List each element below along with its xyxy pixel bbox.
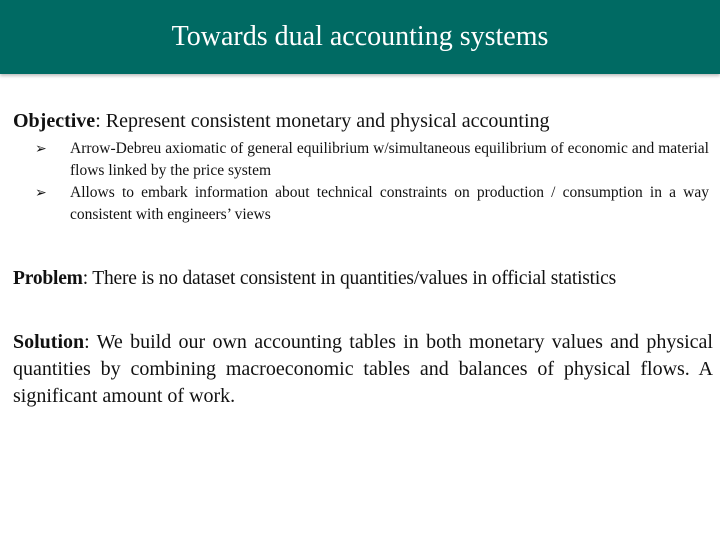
problem-paragraph — [13, 266, 713, 292]
objective-text: : Represent consistent monetary and physical accounting — [95, 110, 550, 132]
solution-label: Solution — [13, 331, 85, 353]
problem-label: Problem — [13, 268, 83, 289]
solution-paragraph — [13, 329, 713, 410]
objective-bullet-list — [35, 138, 709, 226]
arrow-bullet-icon: ➢ — [35, 141, 47, 157]
bullet-item — [35, 138, 709, 182]
bullet-text: Allows to embark information about technical constraints on production / consumption in a way consistent with engineers’ views — [70, 184, 709, 223]
arrow-bullet-icon: ➢ — [35, 185, 47, 201]
bullet-item — [35, 182, 709, 226]
objective-paragraph — [13, 108, 713, 134]
problem-text: : There is no dataset consistent in quantities/values in official statistics — [82, 268, 616, 289]
bullet-text: Arrow-Debreu axiomatic of general equilibrium w/simultaneous equilibrium of economic and material flows linked by the price system — [70, 140, 709, 179]
solution-text: : We build our own accounting tables in both monetary values and physical quantities by combining macroeconomic tables and balances of physical flows. A significant amount of work. — [13, 331, 713, 407]
objective-label: Objective — [13, 110, 96, 132]
title-bar — [0, 0, 720, 74]
slide-title: Towards dual accounting systems — [171, 21, 549, 52]
